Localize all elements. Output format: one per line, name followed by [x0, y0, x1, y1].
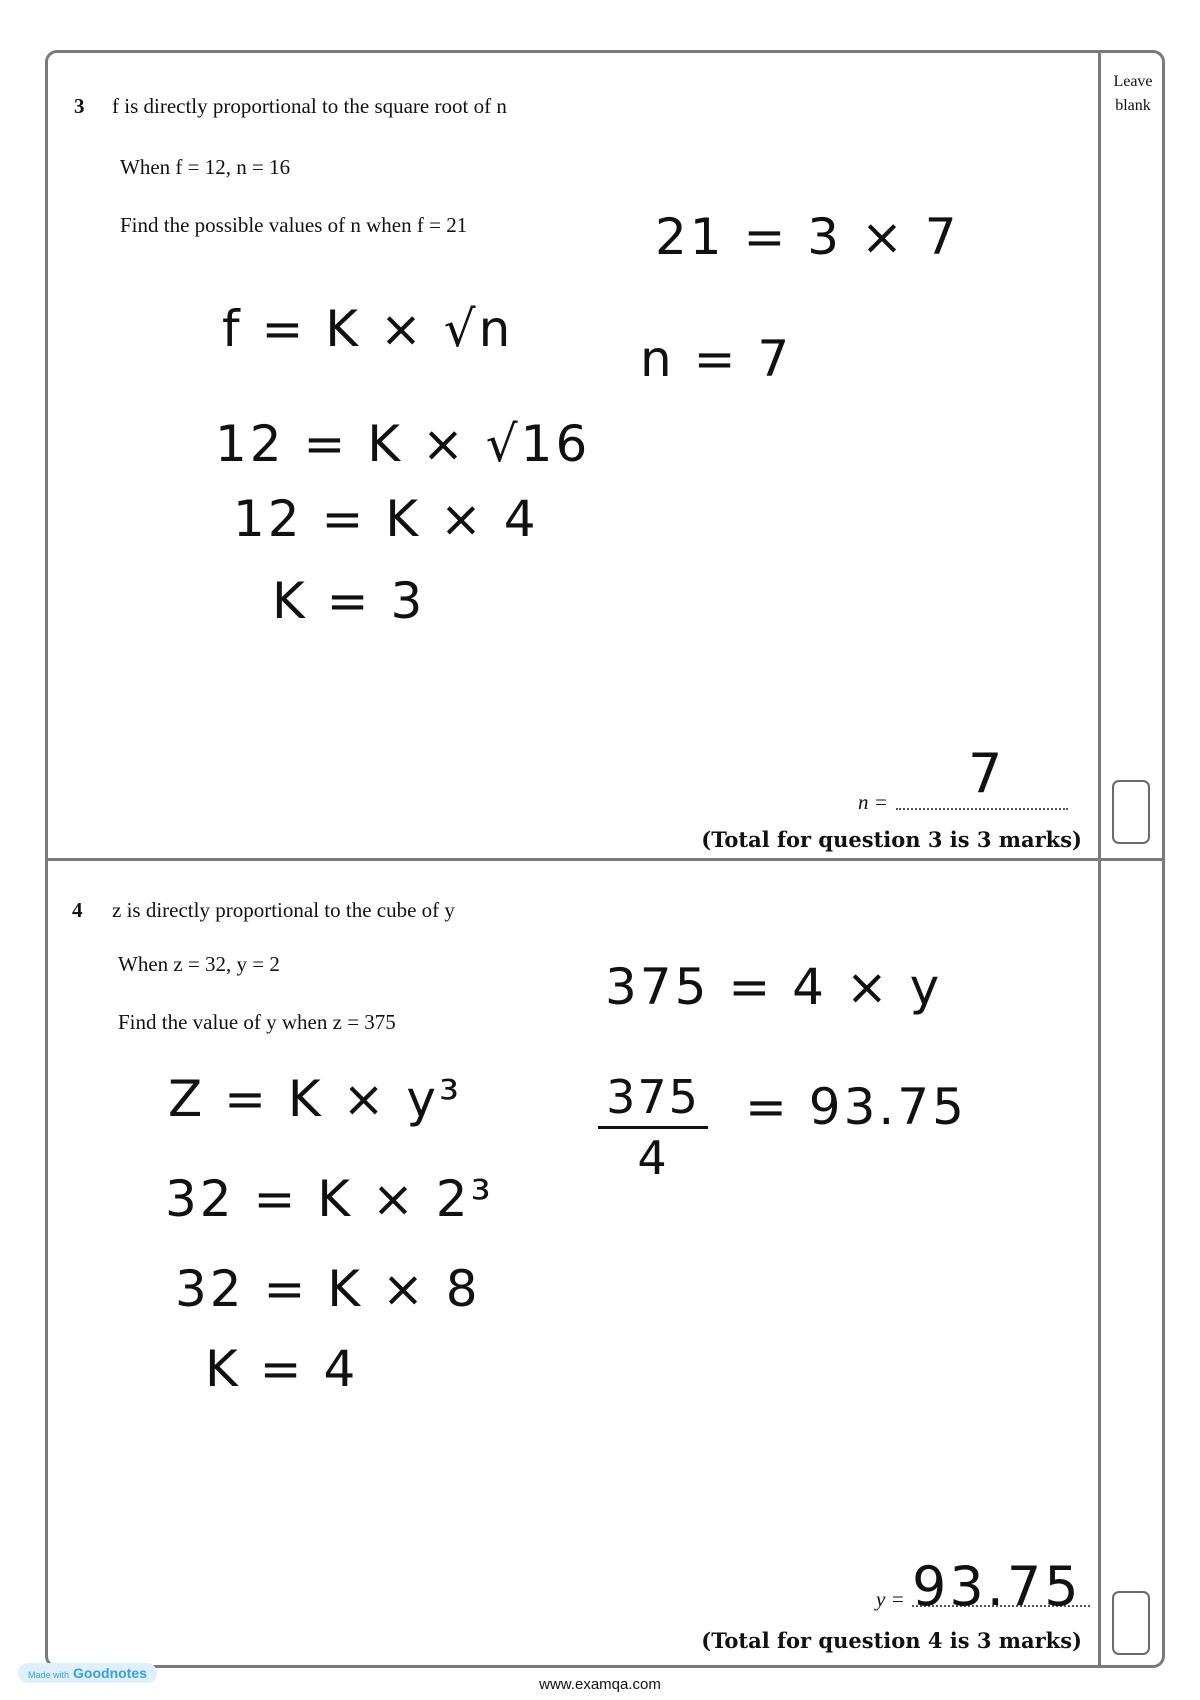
q4-given: When z = 32, y = 2	[118, 952, 280, 976]
q3-number: 3	[74, 94, 85, 118]
q3-working-right-1: 21 = 3 × 7	[655, 208, 960, 266]
q4-answer-label: y =	[876, 1587, 905, 1611]
q4-stem: z is directly proportional to the cube of y	[112, 898, 455, 922]
q4-working-line-2: 32 = K × 2³	[165, 1170, 494, 1228]
q4-fraction-result: = 93.75	[745, 1078, 967, 1136]
badge-made-with: Made with	[28, 1670, 70, 1680]
q4-answer-value: 93.75	[912, 1555, 1082, 1618]
q3-working-line-1: f = K × √n	[222, 300, 514, 358]
question-divider	[45, 858, 1165, 861]
q4-number: 4	[72, 898, 83, 922]
q4-total-marks: (Total for question 4 is 3 marks)	[701, 1628, 1082, 1653]
q3-answer-value: 7	[968, 742, 1006, 805]
q4-fraction-denominator: 4	[637, 1131, 669, 1185]
q3-task: Find the possible values of n when f = 21	[120, 213, 468, 237]
q3-working-line-4: K = 3	[272, 572, 426, 630]
q4-working-line-1: Z = K × y³	[168, 1070, 463, 1128]
q4-fraction-bar	[598, 1126, 708, 1129]
q3-working-right-2: n = 7	[640, 330, 793, 388]
q3-stem: f is directly proportional to the square root of n	[112, 94, 507, 118]
leave-blank-label: Leave blank	[1113, 73, 1153, 114]
q4-fraction-numerator: 375	[606, 1070, 700, 1124]
footer-url: www.examqa.com	[539, 1676, 661, 1693]
q3-working-line-3: 12 = K × 4	[233, 490, 539, 548]
q4-working-line-4: K = 4	[205, 1340, 359, 1398]
q3-mark-box	[1112, 780, 1150, 844]
q3-total-marks: (Total for question 3 is 3 marks)	[701, 827, 1082, 852]
q4-working-right-1: 375 = 4 × y	[605, 958, 943, 1016]
q4-mark-box	[1112, 1591, 1150, 1655]
badge-brand: Goodnotes	[73, 1665, 147, 1681]
q3-answer-label: n =	[858, 790, 888, 814]
q3-answer-dotted-line	[896, 808, 1068, 810]
q4-task: Find the value of y when z = 375	[118, 1010, 396, 1034]
q3-given: When f = 12, n = 16	[120, 155, 291, 179]
q3-working-line-2: 12 = K × √16	[215, 415, 591, 473]
q4-working-line-3: 32 = K × 8	[175, 1260, 481, 1318]
q4-fraction	[598, 1070, 708, 1185]
